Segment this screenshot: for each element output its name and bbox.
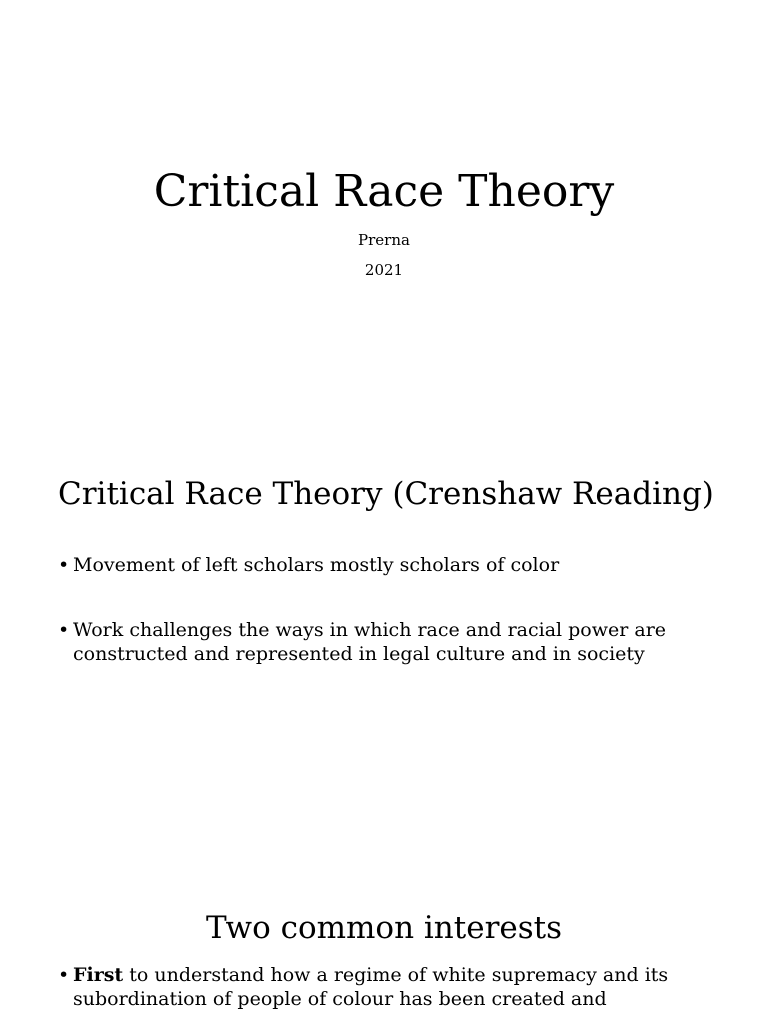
common-interests-slide — [0, 680, 768, 1024]
bullet-text — [73, 963, 728, 1011]
bullet-item — [58, 553, 728, 577]
slide-title: Critical Race Theory (Crenshaw Reading) — [58, 476, 714, 512]
bold-lead-word: First — [73, 964, 124, 986]
slide-title: Two common interests — [205, 910, 563, 946]
bullet-marker: • — [58, 554, 70, 576]
bullet-marker: • — [58, 964, 70, 986]
bullet-body-text: to understand how a regime of white supremacy and its subordination of people of colour has been created and — [73, 964, 669, 1010]
bullet-item — [58, 618, 728, 666]
bullet-text: Work challenges the ways in which race and racial power are constructed and represented in legal culture and in society — [73, 619, 667, 665]
year: 2021 — [364, 261, 404, 279]
title-slide — [0, 0, 768, 340]
crenshaw-reading-slide — [0, 340, 768, 680]
author-name: Prerna — [358, 231, 410, 249]
slide-title: Critical Race Theory — [153, 166, 615, 217]
bullet-text: Movement of left scholars mostly scholars of color — [73, 554, 560, 576]
bullet-marker: • — [58, 619, 70, 641]
bullet-item — [58, 963, 728, 1011]
